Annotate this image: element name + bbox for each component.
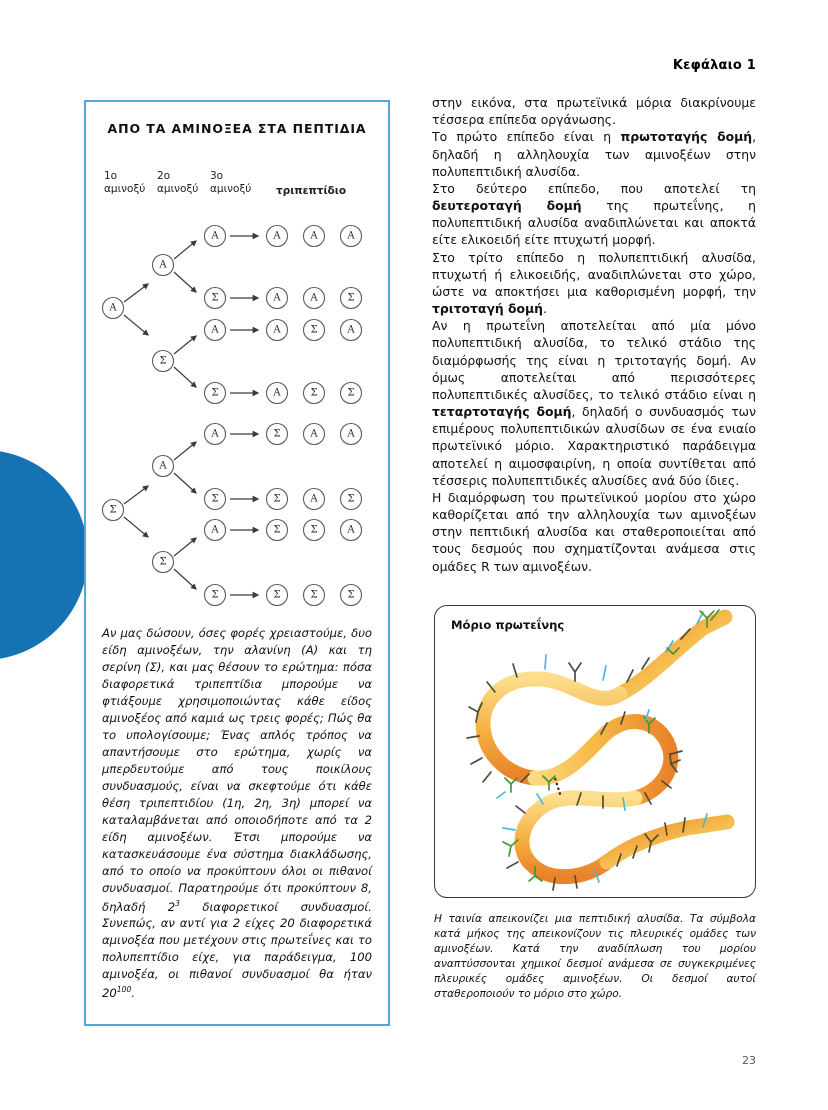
svg-text:Α: Α <box>347 230 355 242</box>
body-paragraph-2: Το πρώτο επίπεδο είναι η πρωτοταγής δομή, δηλαδή η αλληλουχία των αμινοξέων στην πολυπεπτιδική αλυσίδα. <box>432 129 757 179</box>
svg-text:Α: Α <box>347 324 355 336</box>
svg-text:Σ: Σ <box>211 493 219 505</box>
protein-ribbon-illustration <box>435 606 756 898</box>
svg-text:Σ: Σ <box>211 387 219 399</box>
svg-text:Σ: Σ <box>310 524 318 536</box>
activity-box-title: ΑΠΟ ΤΑ ΑΜΙΝΟΞΕΑ ΣΤΑ ΠΕΠΤΙΔΙΑ <box>107 121 367 136</box>
svg-text:Σ: Σ <box>310 387 318 399</box>
branching-tree-diagram <box>86 218 390 613</box>
body-paragraph-4: Στο τρίτο επίπεδο η πολυπεπτιδική αλυσίδα, πτυχωτή ή ελικοειδής, αναδιπλώνεται στο χώρο, ώστε να αποκτήσει μια καθορισμένη μορφή, την τριτοταγή δομή. <box>432 249 756 317</box>
svg-text:Σ: Σ <box>273 493 281 505</box>
activity-paragraph-part3: . <box>131 985 136 1000</box>
svg-text:Α: Α <box>211 230 219 242</box>
body-paragraphs <box>432 94 756 575</box>
svg-text:Σ: Σ <box>211 589 219 601</box>
activity-paragraph-part2: διαφορετικοί συνδυασμοί. Συνεπώς, αν αντί για 2 είχες 20 διαφορετικά αμινοξέα που μετέχουν στις πρωτεΐνες και το πολυπεπτίδιο είχε, για παράδειγμα, 100 αμινοξέα, οι πιθανοί συνδυασμοί θα ήταν 20 <box>102 899 372 1000</box>
svg-text:Α: Α <box>159 460 167 472</box>
svg-text:Α: Α <box>273 324 281 336</box>
column-heading-4: τριπεπτίδιο <box>276 185 347 197</box>
activity-exponent-1: 3 <box>175 898 181 908</box>
activity-exponent-2: 100 <box>116 984 132 994</box>
svg-text:Σ: Σ <box>347 387 355 399</box>
svg-text:Σ: Σ <box>347 493 355 505</box>
column-heading-2: 2ο αμινοξύ <box>157 170 199 196</box>
body-paragraph-5: Αν η πρωτεΐνη αποτελείται από μία μόνο πολυπεπτιδική αλυσίδα, το τελικό στάδιο της διαμόρφωσής της είναι η τριτοταγής δομή. Αν όμως αποτελείται από περισσότερες πολυπεπτιδικές αλυσίδες, το τελικό στάδιο είναι η τεταρτοταγής δομή, δηλαδή ο συνδυασμός των επιμέρους πολυπεπτιδικών αλυσίδων σε ένα ενιαίο πρωτεϊνικό μόριο. Χαρακτηριστικό παράδειγμα αποτελεί η αιμοσφαιρίνη, η οποία συντίθεται από τέσσερις πολυπεπτιδικές αλυσίδες ανά δύο ίδιες. <box>432 318 756 488</box>
svg-text:Α: Α <box>109 302 117 314</box>
svg-text:Σ: Σ <box>310 324 318 336</box>
figure-label: Μόριο πρωτεΐνης <box>451 618 565 632</box>
svg-text:Σ: Σ <box>273 524 281 536</box>
svg-text:Α: Α <box>211 324 219 336</box>
body-paragraph-3: Στο δεύτερο επίπεδο, που αποτελεί τη δευτεροταγή δομή της πρωτεΐνης, η πολυπεπτιδική αλυσίδα αναδιπλώνεται και αποκτά είτε ελικοειδή είτε πτυχωτή μορφή. <box>432 180 757 248</box>
svg-text:Α: Α <box>310 230 318 242</box>
svg-text:Α: Α <box>273 292 281 304</box>
protein-figure-card <box>434 605 756 898</box>
svg-text:Α: Α <box>159 259 167 271</box>
svg-text:Α: Α <box>347 428 355 440</box>
column-heading-3: 3ο αμινοξύ <box>210 170 252 196</box>
svg-text:Σ: Σ <box>347 589 355 601</box>
svg-text:Σ: Σ <box>310 589 318 601</box>
svg-text:Σ: Σ <box>273 589 281 601</box>
svg-text:Α: Α <box>211 524 219 536</box>
svg-text:Σ: Σ <box>109 504 117 516</box>
body-text-column <box>432 94 756 575</box>
column-heading-1: 1ο αμινοξύ <box>104 170 146 196</box>
activity-paragraph <box>102 625 372 1001</box>
svg-text:Α: Α <box>310 428 318 440</box>
activity-paragraph-part1: Αν μας δώσουν, όσες φορές χρειαστούμε, δυο είδη αμινοξέων, την αλανίνη (Α) και τη σερίνη (Σ), και μας θέσουν το ερώτημα: πόσα διαφορετικά τριπεπτίδια μπορούμε να φτιάξουμε χρησιμοποιώντας κάθε είδος αμινοξέος από καμιά ως τρεις φορές; Πώς θα το υπολογίσουμε; Ένας απλός τρόπος να απαντήσουμε στο ερώτημα, χωρίς να μπερδευτούμε από τους ποικίλους συνδυασμούς, είναι να σκεφτούμε ότι κάθε θέση τριπεπτιδίου (1η, 2η, 3η) μπορεί να καταλαμβάνεται από οποιοδήποτε από τα 2 είδη αμινοξέων. Έτσι μπορούμε να κατασκευάσουμε ένα σύστημα διακλάδωσης, από το οποίο να προκύπτουν όλοι οι πιθανοί συνδυασμοί. Παρατηρούμε ότι προκύπτουν 8, δηλαδή 2 <box>102 626 372 914</box>
page-number: 23 <box>742 1054 756 1067</box>
body-paragraph-1: στην εικόνα, στα πρωτεϊνικά μόρια διακρίνουμε τέσσερα επίπεδα οργάνωσης. <box>432 95 756 128</box>
svg-text:Α: Α <box>273 230 281 242</box>
svg-text:Σ: Σ <box>347 292 355 304</box>
svg-text:Σ: Σ <box>159 556 167 568</box>
ribbon-path <box>483 617 727 877</box>
svg-text:Σ: Σ <box>273 428 281 440</box>
svg-text:Α: Α <box>211 428 219 440</box>
running-head: Κεφάλαιο 1 <box>672 58 756 73</box>
activity-box <box>84 100 390 1026</box>
svg-text:Α: Α <box>273 387 281 399</box>
column-headings <box>86 170 388 216</box>
body-paragraph-6: Η διαμόρφωση του πρωτεϊνικού μορίου στο χώρο καθορίζεται από την αλληλουχία των αμινοξέων στην πεπτιδική αλυσίδα και σταθεροποιείται από τους δεσμούς που σχηματίζονται ανάμεσα στις ομάδες R των αμινοξέων. <box>432 489 756 574</box>
svg-text:Α: Α <box>347 524 355 536</box>
svg-text:Σ: Σ <box>159 355 167 367</box>
svg-text:Σ: Σ <box>211 292 219 304</box>
decorative-blue-circle <box>0 450 88 660</box>
svg-text:Α: Α <box>310 493 318 505</box>
svg-text:Α: Α <box>310 292 318 304</box>
tree-svg <box>86 218 390 613</box>
figure-caption: Η ταινία απεικονίζει μια πεπτιδική αλυσίδα. Τα σύμβολα κατά μήκος της απεικονίζουν τις πλευρικές ομάδες των αμινοξέων. Κατά την αναδίπλωση του μορίου αναπτύσσονται χημικοί δεσμοί ανάμεσα σε συγκεκριμένες πλευρικές ομάδες αμινοξέων. Οι δεσμοί αυτοί σταθεροποιούν το μόριο στο χώρο. <box>434 913 756 1001</box>
